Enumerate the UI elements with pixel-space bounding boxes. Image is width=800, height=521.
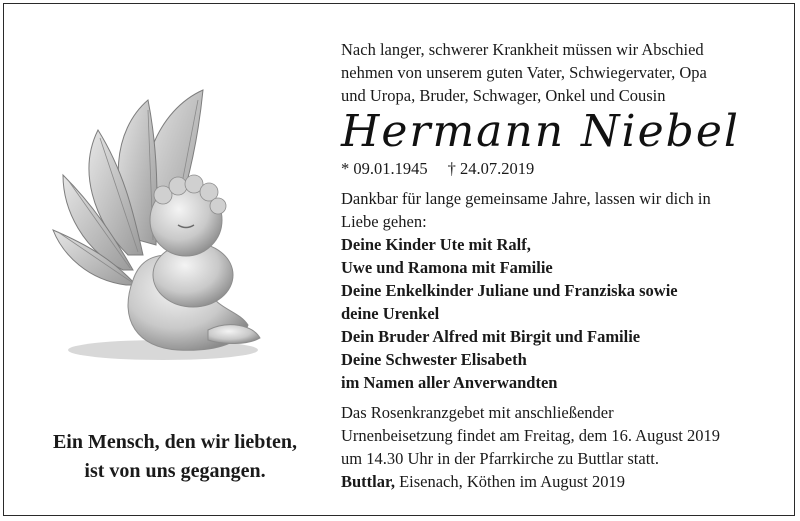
memorial-quote [20,428,330,486]
sleeping-angel-image [38,80,278,370]
notice-text [341,38,781,493]
family-line: deine Urenkel [341,304,440,323]
deceased-name: Hermann Niebel [341,106,740,157]
family-line: im Namen aller Anverwandten [341,373,558,392]
thanks-line: Dankbar für lange gemeinsame Jahre, lassen wir dich in [341,189,711,208]
family-line: Deine Kinder Ute mit Ralf, [341,235,531,254]
service-line: Das Rosenkranzgebet mit anschließender [341,403,614,422]
quote-line: Ein Mensch, den wir liebten, [52,431,298,453]
life-dates [341,157,781,180]
thanks-line: Liebe gehen: [341,212,427,231]
service-line: um 14.30 Uhr in der Pfarrkirche zu Buttlar statt. [341,449,660,468]
place-bold: Buttlar, [341,472,395,491]
place-rest: Eisenach, Köthen im August 2019 [394,472,626,491]
intro-line: Nach langer, schwerer Krankheit müssen wir Abschied [341,40,704,59]
family-line: Deine Enkelkinder Juliane und Franziska sowie [341,281,678,300]
service-line: Urnenbeisetzung findet am Freitag, dem 16. August 2019 [341,426,720,445]
family-line: Uwe und Ramona mit Familie [341,258,553,277]
place-date-line [341,470,781,493]
family-line: Deine Schwester Elisabeth [341,350,527,369]
family-line: Dein Bruder Alfred mit Birgit und Familie [341,327,641,346]
quote-line: ist von uns gegangen. [84,460,266,482]
intro-line: nehmen von unserem guten Vater, Schwiegervater, Opa [341,63,707,82]
intro-line: und Uropa, Bruder, Schwager, Onkel und Cousin [341,86,666,105]
birth-date: * 09.01.1945 [341,159,428,178]
death-date: † 24.07.2019 [447,159,535,178]
